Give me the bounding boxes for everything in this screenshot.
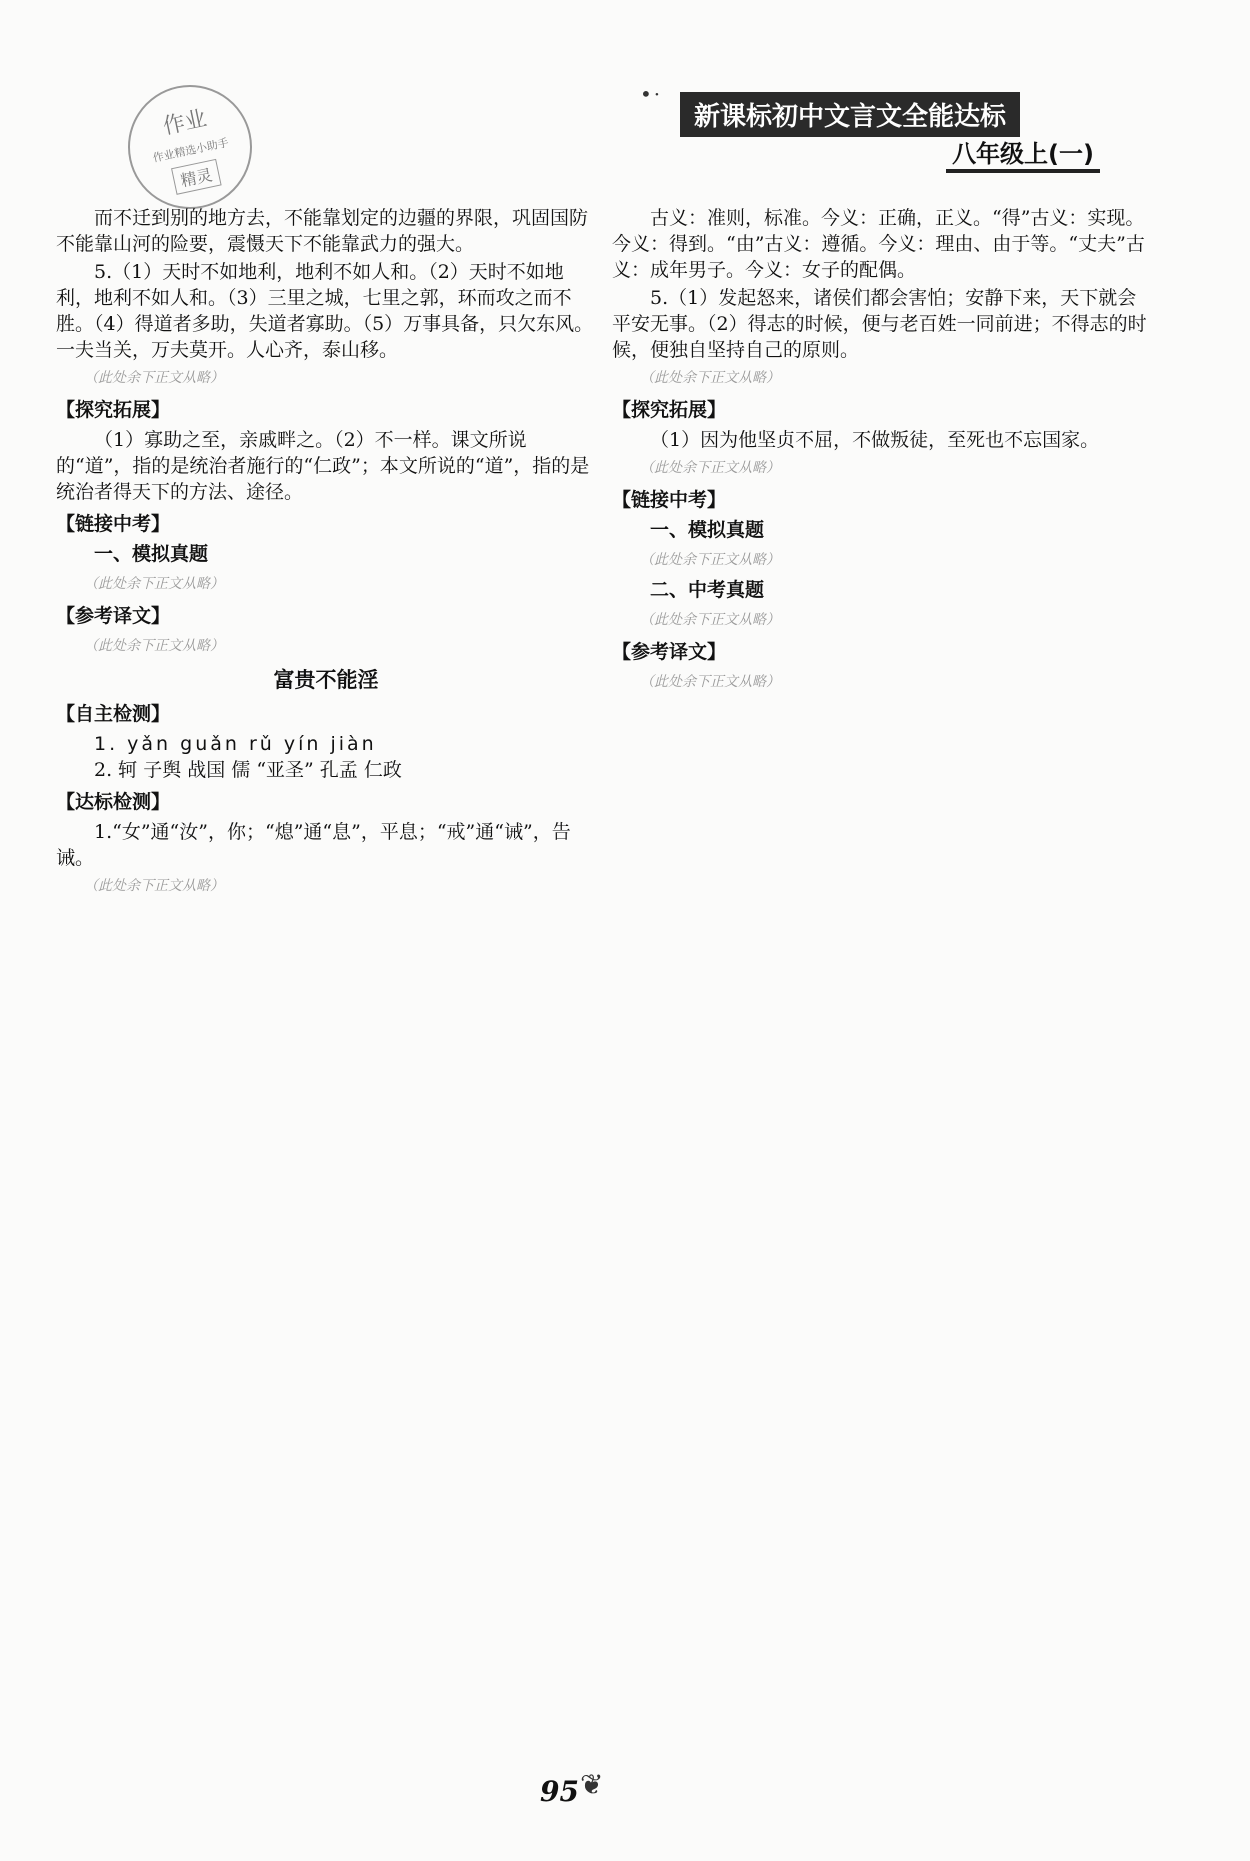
paragraph: 5.（1）天时不如地利，地利不如人和。（2）天时不如地利，地利不如人和。（3）三里之城，七里之郭，环而攻之而不胜。（4）得道者多助，失道者寡助。（5）万事具备，只欠东风。一夫当关，万夫莫开。人心齐，泰山移。 — [56, 261, 594, 361]
paragraph: （1）因为他坚贞不屈，不做叛徒，至死也不忘国家。 — [650, 429, 1100, 451]
omission-note: （此处余下正文从略） — [640, 370, 780, 386]
watermark-stamp: 作业 作业精选小助手 精灵 — [116, 73, 263, 220]
section-heading: 【参考译文】 — [56, 605, 171, 627]
decor-dots: •· — [640, 82, 663, 106]
section-heading: 【探究拓展】 — [56, 399, 171, 421]
omission-note: （此处余下正文从略） — [84, 576, 224, 592]
section-heading: 【链接中考】 — [612, 489, 727, 511]
section-heading: 【链接中考】 — [56, 513, 171, 535]
page-number: 95 — [540, 1775, 579, 1808]
paragraph: 2. 轲 子舆 战国 儒 “亚圣” 孔孟 仁政 — [94, 759, 402, 781]
paragraph: 1.“女”通“汝”，你；“熄”通“息”，平息；“戒”通“诫”，告诫。 — [56, 821, 571, 869]
omission-note: （此处余下正文从略） — [84, 370, 224, 386]
paragraph: 而不迁到别的地方去，不能靠划定的边疆的界限，巩固国防不能靠山河的险要，震慑天下不能靠武力的强大。 — [56, 207, 589, 255]
section-heading: 【参考译文】 — [612, 641, 727, 663]
omission-note: （此处余下正文从略） — [640, 460, 780, 476]
omission-note: （此处余下正文从略） — [84, 638, 224, 654]
sub-heading: 一、模拟真题 — [94, 543, 209, 565]
sub-heading: 一、模拟真题 — [650, 519, 765, 541]
section-heading: 【达标检测】 — [56, 791, 171, 813]
series-title: 新课标初中文言文全能达标 — [680, 92, 1020, 137]
paragraph: 古义：准则，标准。今义：正确，正义。“得”古义：实现。今义：得到。“由”古义：遵循。今义：理由、由于等。“丈夫”古义：成年男子。今义：女子的配偶。 — [612, 207, 1145, 281]
left-column — [56, 205, 596, 901]
grade-label: 八年级上(一) — [946, 134, 1100, 173]
right-column — [612, 205, 1152, 697]
omission-note: （此处余下正文从略） — [640, 612, 780, 628]
omission-note: （此处余下正文从略） — [640, 552, 780, 568]
page-ornament-icon: ❦ — [580, 1768, 604, 1801]
paragraph: （1）寡助之至，亲戚畔之。（2）不一样。课文所说的“道”，指的是统治者施行的“仁政”；本文所说的“道”，指的是统治者得天下的方法、途径。 — [56, 429, 590, 503]
omission-note: （此处余下正文从略） — [84, 878, 224, 894]
omission-note: （此处余下正文从略） — [640, 674, 780, 690]
pinyin-line: 1. yǎn guǎn rǔ yín jiàn — [94, 733, 377, 755]
lesson-title: 富贵不能淫 — [273, 668, 379, 692]
page-header — [640, 82, 1100, 172]
section-heading: 【自主检测】 — [56, 703, 171, 725]
section-heading: 【探究拓展】 — [612, 399, 727, 421]
sub-heading: 二、中考真题 — [650, 579, 765, 601]
paragraph: 5.（1）发起怒来，诸侯们都会害怕；安静下来，天下就会平安无事。（2）得志的时候，便与老百姓一同前进；不得志的时候，便独自坚持自己的原则。 — [612, 287, 1147, 361]
